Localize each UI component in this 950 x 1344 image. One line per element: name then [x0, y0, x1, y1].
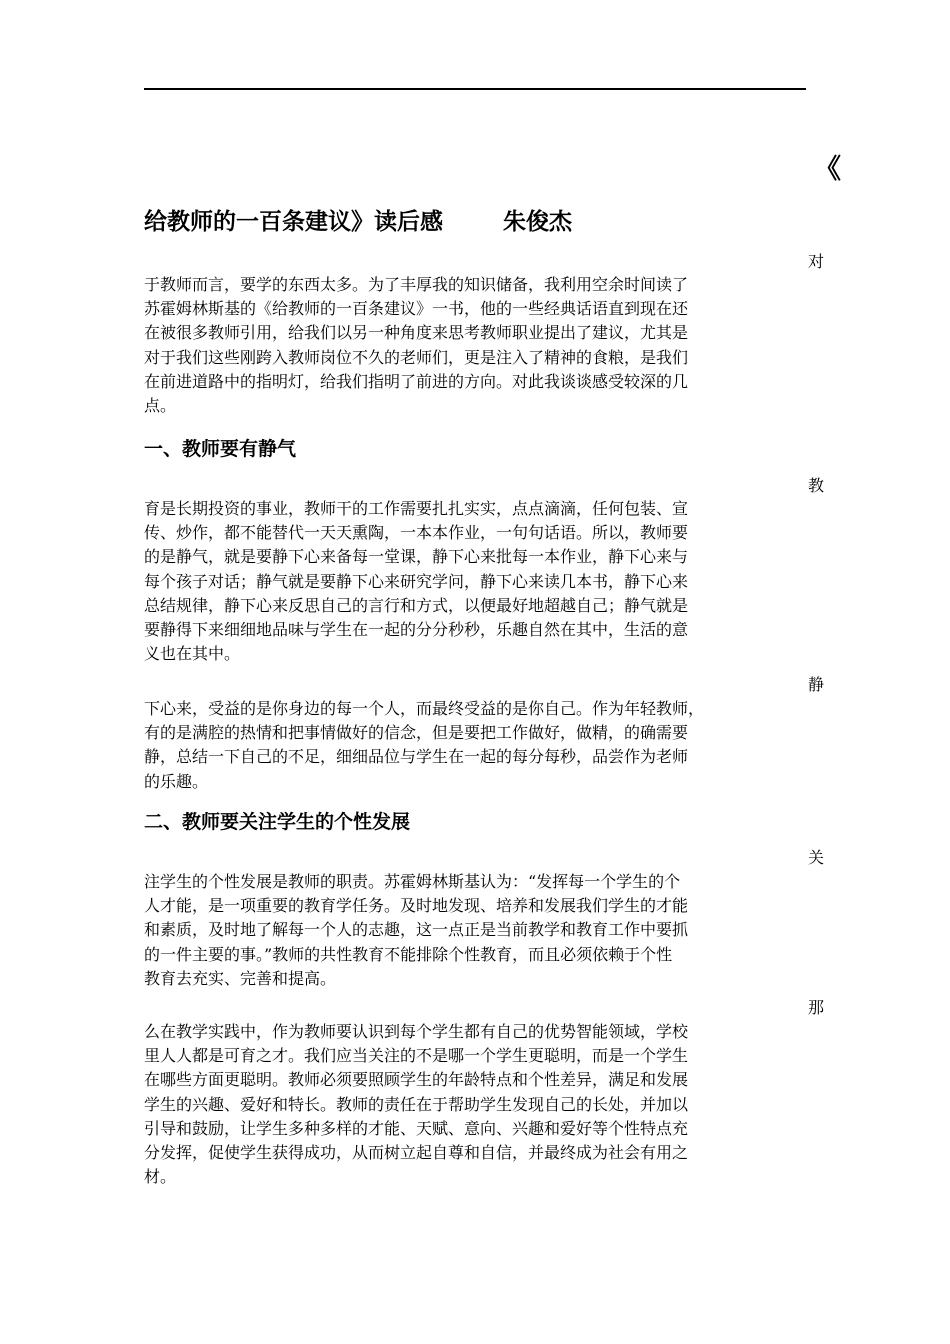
p3-initial-char: 关	[808, 848, 825, 867]
section-heading-2: 二、教师要关注学生的个性发展	[144, 811, 411, 833]
intro-initial-char: 对	[808, 252, 825, 271]
p4-initial-char: 那	[808, 998, 825, 1017]
section-heading-1: 一、教师要有静气	[144, 438, 297, 460]
header-rule	[144, 88, 806, 90]
author-name: 朱俊杰	[503, 209, 572, 235]
title-text: 给教师的一百条建议》读后感	[144, 209, 443, 235]
paragraph-2: 下心来，受益的是你身边的每一个人，而最终受益的是你自己。作为年轻教师， 有的是满腔的热情和把事情做好的信念，但是要把工作做好，做精，的确需要 静，总结一下自己的不足，细细品位与学生在一起的每分每秒，品尝作为老师 的乐趣。	[144, 699, 705, 791]
paragraph-1: 育是长期投资的事业，教师干的工作需要扎扎实实，点点滴滴，任何包装、宣 传、炒作，都不能替代一天天熏陶，一本本作业，一句句话语。所以，教师要 的是静气，就是要静下心来备每一堂课，静下心来批每一本作业，静下心来与 每个孩子对话；静气就是要静下心来研究学问，静下心来读几本书，静下心来 总结规律，静下心来反思自己的言行和方式，以便最好地超越自己；静气就是 要静得下来细细地品味与学生在一起的分分秒秒，乐趣自然在其中，生活的意 义也在其中。	[144, 499, 689, 664]
paragraph-4: 么在教学实践中，作为教师要认识到每个学生都有自己的优势智能领域，学校 里人人都是可育之才。我们应当关注的不是哪一个学生更聪明，而是一个学生 在哪些方面更聪明。教师必须要照顾学生的年龄特点和个性差异，满足和发展 学生的兴趣、爱好和特长。教师的责任在于帮助学生发现自己的长处，并加以 引导和鼓励，让学生多种多样的才能、天赋、意向、兴趣和爱好等个性特点充 分发挥，促使学生获得成功，从而树立起自尊和自信，并最终成为社会有用之 材。	[144, 1022, 689, 1187]
title-opening-bracket: 《	[814, 154, 841, 185]
p1-initial-char: 教	[808, 476, 825, 495]
intro-paragraph: 于教师而言，要学的东西太多。为了丰厚我的知识储备，我利用空余时间读了 苏霍姆林斯基的《给教师的一百条建议》一书，他的一些经典话语直到现在还 在被很多教师引用，给我们以另一种角度来思考教师职业提出了建议，尤其是 对于我们这些刚跨入教师岗位不久的老师们，更是注入了精神的食粮，是我们 在前进道路中的指明灯，给我们指明了前进的方向。对此我谈谈感受较深的几 点。	[144, 275, 689, 416]
p2-initial-char: 静	[808, 675, 825, 694]
document-title	[144, 202, 572, 242]
paragraph-3: 注学生的个性发展是教师的职责。苏霍姆林斯基认为：“发挥每一个学生的个 人才能，是一项重要的教育学任务。及时地发现、培养和发展我们学生的才能 和素质，及时地了解每一个人的志趣，这一点正是当前教学和教育工作中要抓 的一件主要的事。”教师的共性教育不能排除个性教育，而且必须依赖于个性 教育去充实、完善和提高。	[144, 872, 689, 988]
